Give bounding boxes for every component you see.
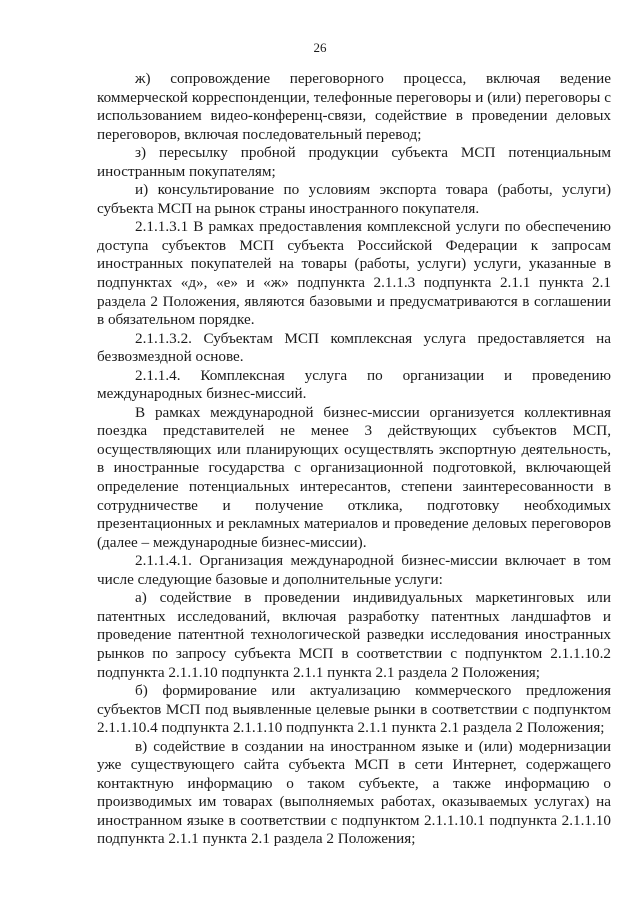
page-number: 26 <box>313 40 327 55</box>
paragraph-b: б) формирование или актуализацию коммерческого предложения субъектов МСП под выявленные целевые рынки в соответствии с подпунктом 2.1.1.10.4 подпункта 2.1.1.10 подпункта 2.1.1 пункта 2.1 раздела 2 Положения; <box>97 682 611 737</box>
document-body <box>97 70 611 849</box>
paragraph-business-mission: В рамках международной бизнес-миссии организуется коллективная поездка представителей не менее 3 действующих субъектов МСП, осуществляющих или планирующих осуществлять экспортную деятельность, в иностранные государства с организационной подготовкой, включающей определение потенциальных интересантов, степени заинтересованности в сотрудничестве и получение отклика, подготовку необходимых презентационных и рекламных материалов и проведение деловых переговоров (далее – международные бизнес-миссии). <box>97 403 611 551</box>
paragraph-2-1-1-4: 2.1.1.4. Комплексная услуга по организации и проведению международных бизнес-миссий. <box>97 366 611 403</box>
paragraph-zh: ж) сопровождение переговорного процесса, включая ведение коммерческой корреспонденции, телефонные переговоры и (или) переговоры с использованием видео-конференц-связи, содействие в проведении деловых переговоров, включая последовательный перевод; <box>97 70 611 143</box>
paragraph-v: в) содействие в создании на иностранном языке и (или) модернизации уже существующего сайта субъекта МСП в сети Интернет, содержащего контактную информацию о таком субъекте, а также информацию о производимых им товарах (выполняемых работах, оказываемых услугах) на иностранном языке в соответствии с подпунктом 2.1.1.10.1 подпункта 2.1.1.10 подпункта 2.1.1 пункта 2.1 раздела 2 Положения; <box>97 737 611 848</box>
paragraph-2-1-1-3-2: 2.1.1.3.2. Субъектам МСП комплексная услуга предоставляется на безвозмездной основе. <box>97 329 611 366</box>
paragraph-a: а) содействие в проведении индивидуальных маркетинговых или патентных исследований, включая разработку патентных ландшафтов и проведение патентной технологической разведки исследования иностранных рынков по запросу субъекта МСП в соответствии с подпунктом 2.1.1.10.2 подпункта 2.1.1.10 подпункта 2.1.1 пункта 2.1 раздела 2 Положения; <box>97 589 611 681</box>
paragraph-2-1-1-4-1: 2.1.1.4.1. Организация международной бизнес-миссии включает в том числе следующие базовые и дополнительные услуги: <box>97 552 611 588</box>
paragraph-i: и) консультирование по условиям экспорта товара (работы, услуги) субъекта МСП на рынок страны иностранного покупателя. <box>97 181 611 217</box>
paragraph-2-1-1-3-1: 2.1.1.3.1 В рамках предоставления комплексной услуги по обеспечению доступа субъектов МСП субъекта Российской Федерации к запросам иностранных покупателей на товары (работы, услуги) услуги, указанные в подпунктах «д», «е» и «ж» подпункта 2.1.1.3 подпункта 2.1.1 пункта 2.1 раздела 2 Положения, являются базовыми и предусматриваются в соглашении в обязательном порядке. <box>97 218 611 329</box>
paragraph-z: з) пересылку пробной продукции субъекта МСП потенциальным иностранным покупателям; <box>97 144 611 180</box>
